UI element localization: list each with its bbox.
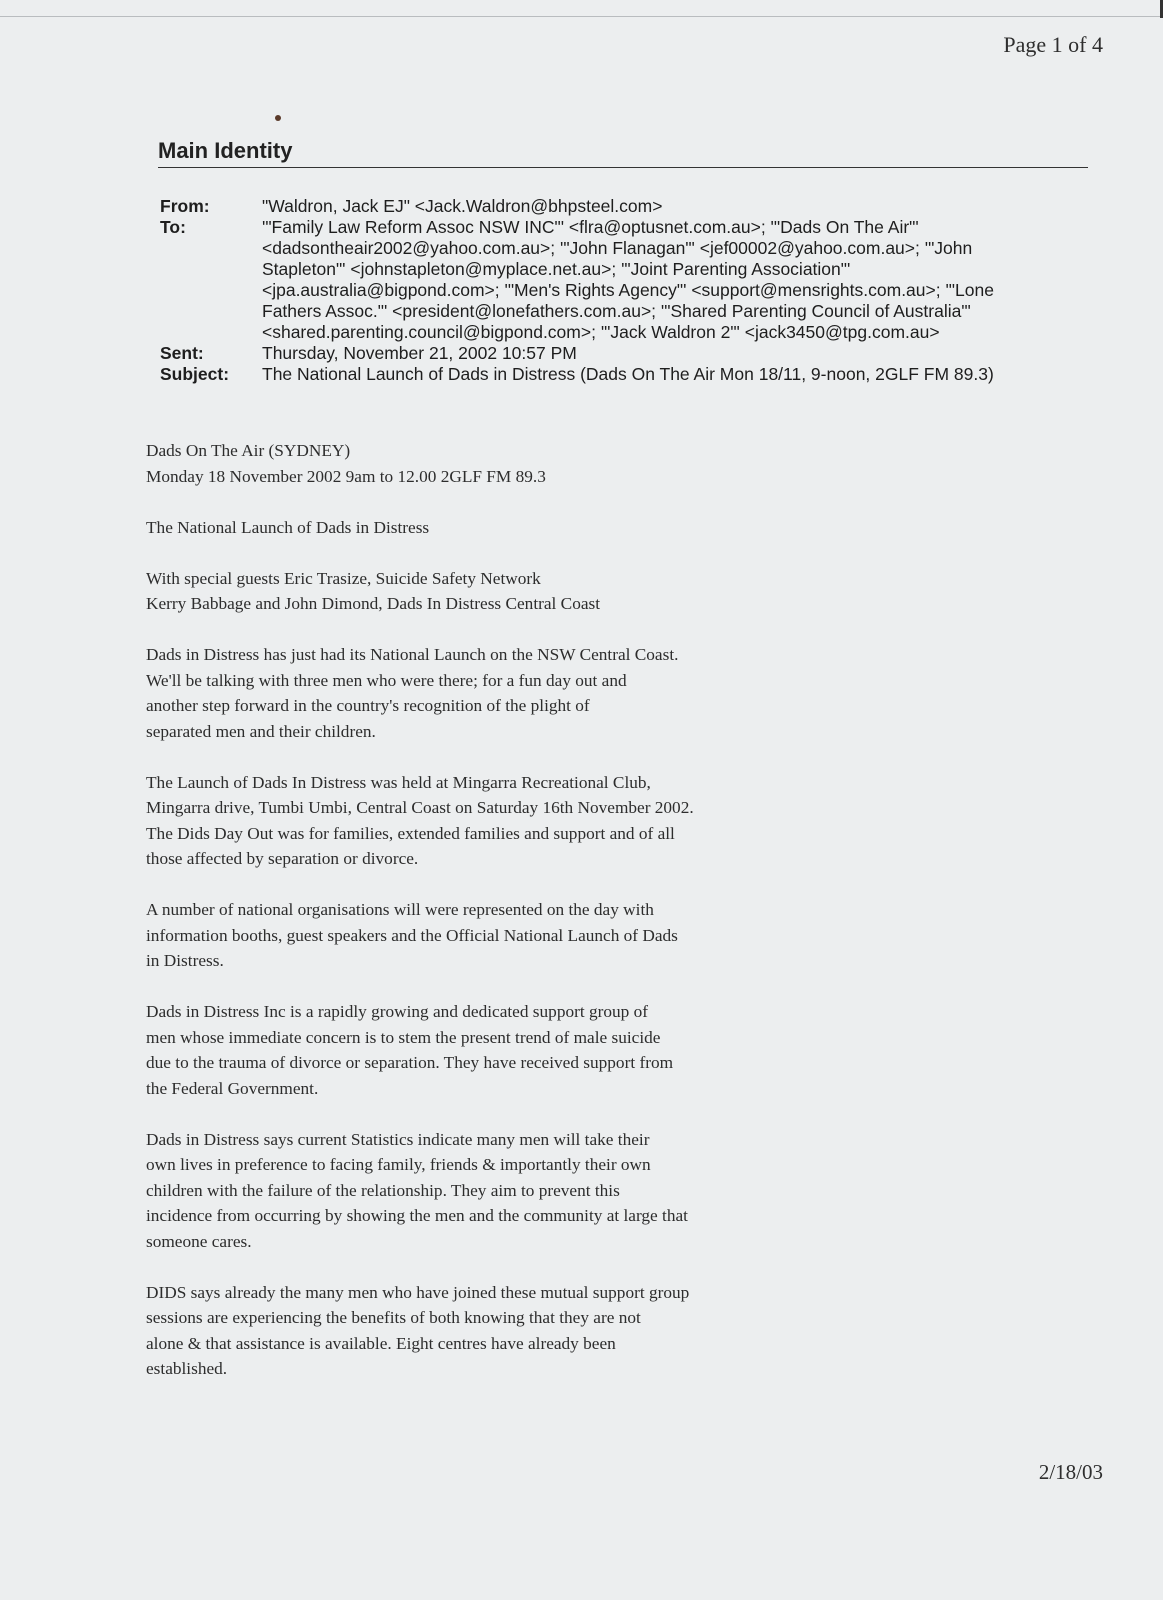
body-line: Dads in Distress says current Statistics indicate many men will take their bbox=[146, 1129, 650, 1149]
from-row bbox=[160, 196, 1070, 217]
body-line: incidence from occurring by showing the men and the community at large that bbox=[146, 1206, 688, 1225]
footer-date: 2/18/03 bbox=[1038, 1460, 1103, 1484]
to-line: Stapleton"' <johnstapleton@myplace.net.au>; '"Joint Parenting Association"' bbox=[262, 259, 851, 279]
email-header bbox=[160, 196, 1070, 385]
body-line: established. bbox=[146, 1359, 228, 1378]
to-line: <shared.parenting.council@bigpond.com>; '"Jack Waldron 2"' <jack3450@tpg.com.au> bbox=[262, 322, 940, 342]
body-paragraph bbox=[146, 1127, 766, 1255]
to-line: '"Family Law Reform Assoc NSW INC"' <flra@optusnet.com.au>; '"Dads On The Air"' bbox=[262, 217, 919, 237]
body-paragraph bbox=[146, 897, 766, 974]
header-divider bbox=[158, 167, 1088, 168]
body-line: alone & that assistance is available. Eight centres have already been bbox=[146, 1333, 616, 1353]
from-label: From: bbox=[160, 196, 210, 216]
body-line: in Distress. bbox=[146, 951, 224, 970]
to-label: To: bbox=[160, 217, 186, 237]
body-paragraph bbox=[146, 515, 766, 541]
body-line: With special guests Eric Trasize, Suicide Safety Network bbox=[146, 568, 541, 588]
ink-dot bbox=[275, 115, 281, 121]
body-line: A number of national organisations will were represented on the day with bbox=[146, 900, 654, 919]
header-title: Main Identity bbox=[158, 138, 293, 163]
body-paragraph bbox=[146, 770, 766, 872]
body-line: Dads in Distress Inc is a rapidly growing and dedicated support group of bbox=[146, 1002, 649, 1021]
body-line: Dads On The Air (SYDNEY) bbox=[146, 441, 351, 460]
body-line: Kerry Babbage and John Dimond, Dads In Distress Central Coast bbox=[146, 594, 601, 613]
body-line: The National Launch of Dads in Distress bbox=[146, 517, 430, 537]
body-line: information booths, guest speakers and the Official National Launch of Dads bbox=[146, 925, 678, 945]
body-line: children with the failure of the relationship. They aim to prevent this bbox=[146, 1180, 620, 1200]
body-line: the Federal Government. bbox=[146, 1078, 319, 1098]
body-paragraph bbox=[146, 999, 766, 1101]
to-value bbox=[262, 217, 1070, 343]
body-line: due to the trauma of divorce or separation. They have received support from bbox=[146, 1053, 674, 1072]
from-value: "Waldron, Jack EJ" <Jack.Waldron@bhpsteel.com> bbox=[262, 196, 663, 216]
email-body bbox=[146, 438, 766, 1407]
to-line: <dadsontheair2002@yahoo.com.au>; '"John Flanagan"' <jef00002@yahoo.com.au>; '"John bbox=[262, 238, 973, 258]
body-paragraph bbox=[146, 566, 766, 617]
body-paragraph bbox=[146, 438, 766, 489]
to-line: Fathers Assoc."' <president@lonefathers.com.au>; '"Shared Parenting Council of Australia"' bbox=[262, 301, 971, 321]
subject-label: Subject: bbox=[160, 364, 230, 384]
subject-row bbox=[160, 364, 1070, 385]
body-line: those affected by separation or divorce. bbox=[146, 849, 419, 868]
body-line: We'll be talking with three men who were there; for a fun day out and bbox=[146, 670, 627, 690]
sent-label: Sent: bbox=[160, 343, 204, 363]
body-paragraph bbox=[146, 642, 766, 744]
body-line: men whose immediate concern is to stem the present trend of male suicide bbox=[146, 1027, 661, 1047]
body-line: Mingarra drive, Tumbi Umbi, Central Coast on Saturday 16th November 2002. bbox=[146, 798, 694, 817]
page-number: Page 1 of 4 bbox=[1003, 32, 1103, 57]
body-line: someone cares. bbox=[146, 1231, 252, 1251]
scan-edge bbox=[0, 16, 1163, 17]
subject-value: The National Launch of Dads in Distress (Dads On The Air Mon 18/11, 9-noon, 2GLF FM 89.3) bbox=[262, 364, 994, 384]
body-line: Dads in Distress has just had its National Launch on the NSW Central Coast. bbox=[146, 645, 679, 664]
sent-row bbox=[160, 343, 1070, 364]
body-line: separated men and their children. bbox=[146, 721, 376, 741]
body-line: DIDS says already the many men who have joined these mutual support group bbox=[146, 1282, 690, 1302]
body-line: another step forward in the country's recognition of the plight of bbox=[146, 696, 590, 715]
body-paragraph bbox=[146, 1280, 766, 1382]
body-line: The Dids Day Out was for families, extended families and support and of all bbox=[146, 823, 675, 843]
to-line: <jpa.australia@bigpond.com>; '"Men's Rights Agency"' <support@mensrights.com.au>; '"Lone bbox=[262, 280, 994, 300]
body-line: The Launch of Dads In Distress was held at Mingarra Recreational Club, bbox=[146, 772, 651, 792]
body-line: own lives in preference to facing family, friends & importantly their own bbox=[146, 1155, 651, 1174]
body-line: sessions are experiencing the benefits of both knowing that they are not bbox=[146, 1308, 641, 1327]
sent-value: Thursday, November 21, 2002 10:57 PM bbox=[262, 343, 577, 363]
body-line: Monday 18 November 2002 9am to 12.00 2GLF FM 89.3 bbox=[146, 466, 546, 486]
to-row bbox=[160, 217, 1070, 343]
